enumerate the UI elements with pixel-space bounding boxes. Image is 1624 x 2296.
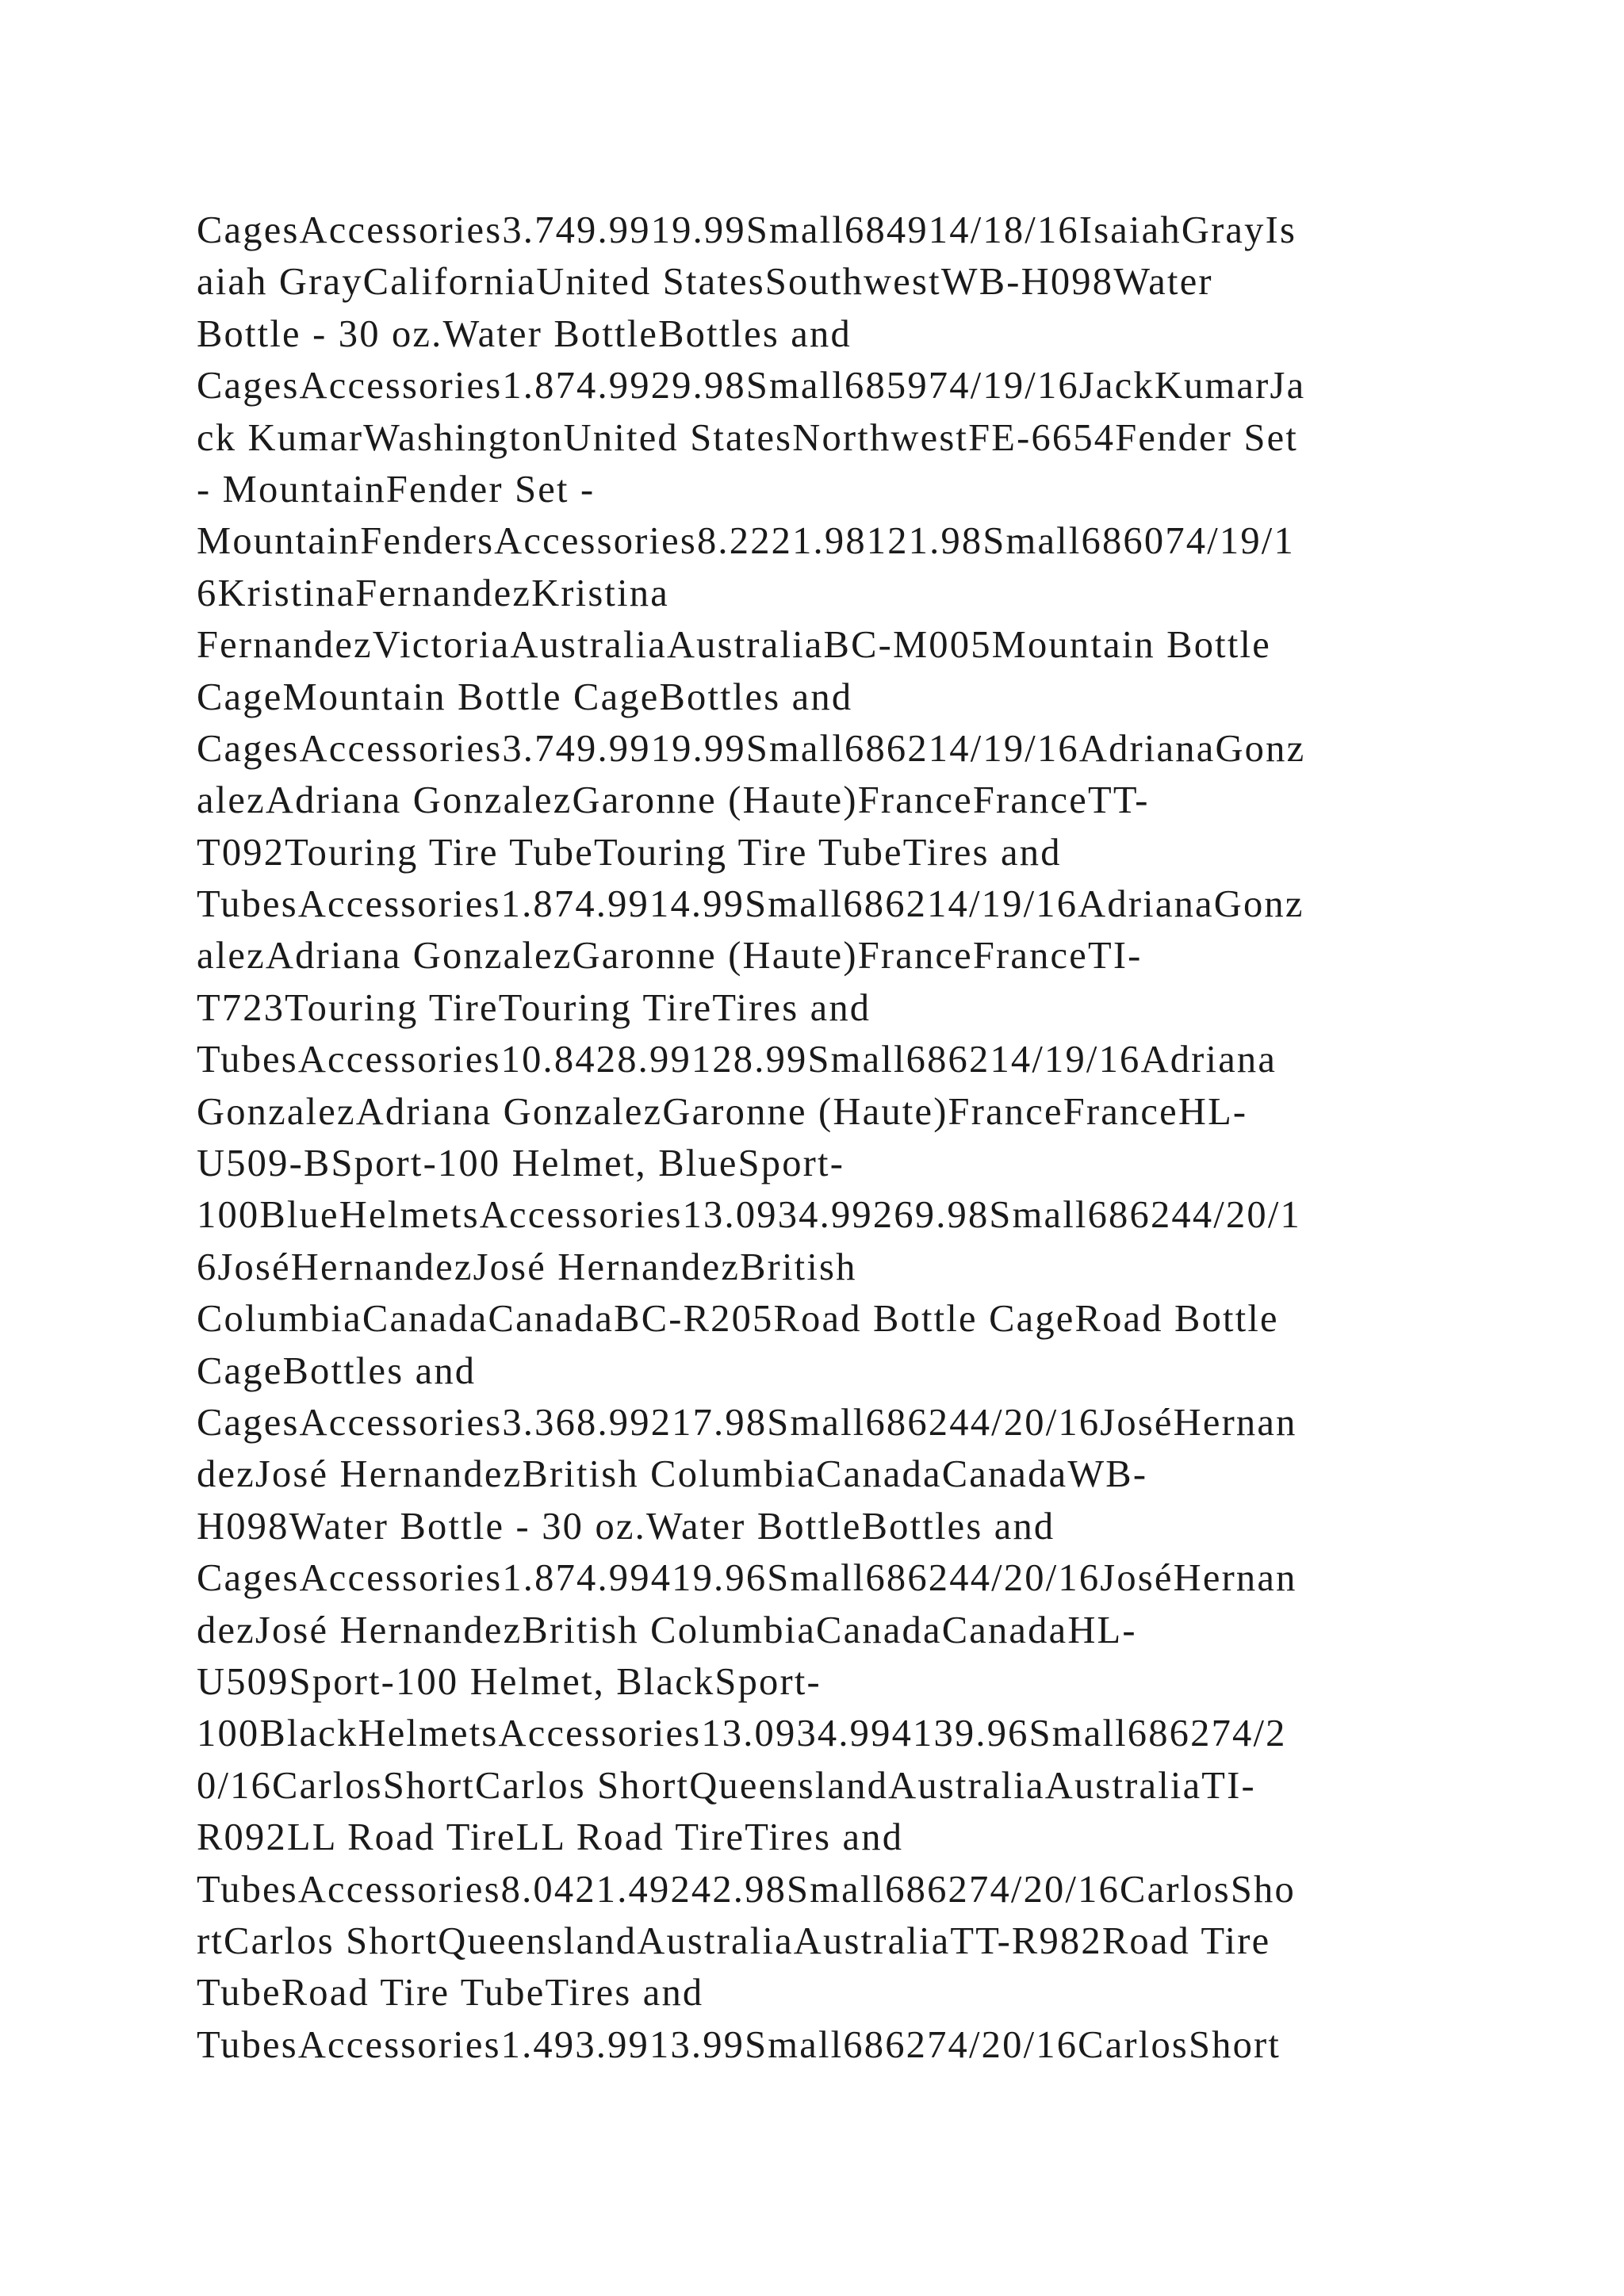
text-line: U509Sport-100 Helmet, BlackSport- (197, 1660, 822, 1703)
text-line: - MountainFender Set - (197, 468, 596, 511)
text-line: CagesAccessories1.874.9929.98Small685974/19/16JackKumarJa (197, 365, 1306, 408)
text-line: Bottle - 30 oz.Water BottleBottles and (197, 312, 852, 355)
text-line: CagesAccessories3.749.9919.99Small686214/19/16AdrianaGonz (197, 727, 1306, 770)
text-line: ck KumarWashingtonUnited StatesNorthwestFE-6654Fender Set (197, 416, 1299, 459)
text-line: R092LL Road TireLL Road TireTires and (197, 1816, 904, 1859)
text-line: 0/16CarlosShortCarlos ShortQueenslandAustraliaAustraliaTI- (197, 1764, 1256, 1807)
text-line: 100BlueHelmetsAccessories13.0934.99269.98Small686244/20/1 (197, 1194, 1302, 1237)
text-line: TubesAccessories8.0421.49242.98Small686274/20/16CarlosSho (197, 1868, 1296, 1911)
text-line: 100BlackHelmetsAccessories13.0934.994139.96Small686274/2 (197, 1712, 1287, 1755)
text-line: dezJosé HernandezBritish ColumbiaCanadaCanadaHL- (197, 1609, 1137, 1651)
text-line: CageMountain Bottle CageBottles and (197, 675, 853, 718)
text-line: alezAdriana GonzalezGaronne (Haute)FranceFranceTI- (197, 935, 1143, 978)
text-line: 6JoséHernandezJosé HernandezBritish (197, 1246, 857, 1288)
text-line: aiah GrayCaliforniaUnited StatesSouthwestWB-H098Water (197, 261, 1213, 304)
text-line: CagesAccessories3.368.99217.98Small686244/20/16JoséHernan (197, 1401, 1297, 1444)
text-line: GonzalezAdriana GonzalezGaronne (Haute)FranceFranceHL- (197, 1090, 1248, 1133)
text-line: T092Touring Tire TubeTouring Tire TubeTires and (197, 831, 1062, 874)
text-line: TubeRoad Tire TubeTires and (197, 1972, 704, 2015)
text-line: dezJosé HernandezBritish ColumbiaCanadaCanadaWB- (197, 1453, 1148, 1496)
text-line: H098Water Bottle - 30 oz.Water BottleBottles and (197, 1505, 1055, 1548)
text-line: CagesAccessories1.874.99419.96Small686244/20/16JoséHernan (197, 1557, 1297, 1600)
document-body (197, 205, 1434, 2071)
text-line: TubesAccessories10.8428.99128.99Small686214/19/16Adriana (197, 1039, 1277, 1081)
text-line: CagesAccessories3.749.9919.99Small684914/18/16IsaiahGrayIs (197, 209, 1297, 251)
text-line: T723Touring TireTouring TireTires and (197, 986, 871, 1029)
text-line: TubesAccessories1.493.9913.99Small686274/20/16CarlosShort (197, 2023, 1281, 2066)
text-line: rtCarlos ShortQueenslandAustraliaAustraliaTT-R982Road Tire (197, 1919, 1271, 1962)
text-line: alezAdriana GonzalezGaronne (Haute)FranceFranceTT- (197, 779, 1150, 822)
text-line: ColumbiaCanadaCanadaBC-R205Road Bottle CageRoad Bottle (197, 1298, 1279, 1341)
text-line: 6KristinaFernandezKristina (197, 572, 669, 614)
text-line: U509-BSport-100 Helmet, BlueSport- (197, 1142, 845, 1185)
text-line: MountainFendersAccessories8.2221.98121.98Small686074/19/1 (197, 520, 1295, 563)
text-line: FernandezVictoriaAustraliaAustraliaBC-M005Mountain Bottle (197, 624, 1271, 667)
text-line: CageBottles and (197, 1349, 477, 1392)
text-line: TubesAccessories1.874.9914.99Small686214/19/16AdrianaGonz (197, 883, 1304, 926)
